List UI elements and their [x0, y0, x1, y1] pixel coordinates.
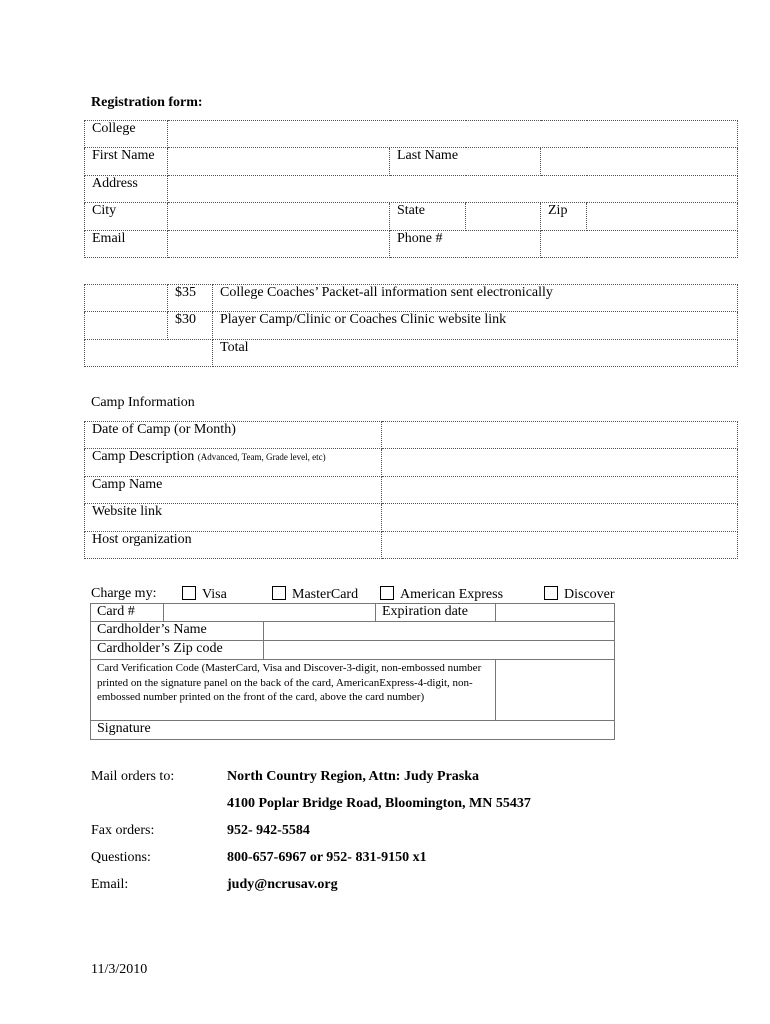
address-label: Address [85, 176, 168, 203]
expiration-field[interactable] [496, 604, 615, 622]
first-name-field[interactable] [168, 148, 390, 176]
email-contact-label: Email: [91, 877, 129, 892]
college-field[interactable] [168, 121, 738, 148]
last-name-field[interactable] [541, 148, 738, 176]
email-label: Email [85, 231, 168, 258]
email-contact-value: judy@ncrusav.org [227, 877, 338, 892]
email-field[interactable] [168, 231, 390, 258]
visa-option[interactable] [182, 586, 227, 603]
mastercard-label: MasterCard [292, 587, 359, 602]
visa-label: Visa [202, 587, 227, 602]
total-field[interactable] [85, 340, 213, 367]
footer-date: 11/3/2010 [91, 962, 148, 977]
packet-quantity-field[interactable] [85, 285, 168, 312]
visa-checkbox[interactable] [182, 586, 196, 600]
cardholder-zip-label: Cardholder’s Zip code [91, 641, 264, 660]
zip-label: Zip [541, 203, 587, 231]
host-organization-field[interactable] [382, 532, 738, 559]
packet-description: College Coaches’ Packet-all information sent electronically [213, 285, 738, 312]
phone-label: Phone # [390, 231, 541, 258]
expiration-label: Expiration date [376, 604, 496, 622]
price-30: $30 [168, 312, 213, 340]
zip-field[interactable] [587, 203, 738, 231]
camp-description-text: Camp Description [92, 449, 195, 464]
mastercard-checkbox[interactable] [272, 586, 286, 600]
camp-description-note: (Advanced, Team, Grade level, etc) [197, 452, 326, 462]
camp-date-label: Date of Camp (or Month) [85, 422, 382, 449]
cardholder-name-label: Cardholder’s Name [91, 622, 264, 641]
cardholder-name-field[interactable] [264, 622, 615, 641]
address-field[interactable] [168, 176, 738, 203]
mastercard-option[interactable] [272, 586, 358, 603]
mail-address-line1: North Country Region, Attn: Judy Praska [227, 769, 480, 784]
camp-description-label [85, 449, 382, 477]
camp-description-field[interactable] [382, 449, 738, 477]
charge-my-label: Charge my: [91, 586, 157, 601]
first-name-label: First Name [85, 148, 168, 176]
cardholder-zip-field[interactable] [264, 641, 615, 660]
card-number-label: Card # [91, 604, 164, 622]
last-name-label: Last Name [390, 148, 541, 176]
price-35: $35 [168, 285, 213, 312]
phone-field[interactable] [541, 231, 738, 258]
mail-orders-label: Mail orders to: [91, 769, 175, 784]
college-label: College [85, 121, 168, 148]
cvv-field[interactable] [496, 660, 615, 721]
city-label: City [85, 203, 168, 231]
state-label: State [390, 203, 466, 231]
city-field[interactable] [168, 203, 390, 231]
signature-field[interactable] [91, 721, 615, 740]
pricing-table [84, 284, 738, 367]
amex-checkbox[interactable] [380, 586, 394, 600]
website-link-field[interactable] [382, 504, 738, 532]
fax-orders-label: Fax orders: [91, 823, 155, 838]
camp-date-field[interactable] [382, 422, 738, 449]
discover-checkbox[interactable] [544, 586, 558, 600]
website-link-label: Website link [85, 504, 382, 532]
contact-table [84, 120, 738, 258]
host-organization-label: Host organization [85, 532, 382, 559]
amex-label: American Express [400, 587, 504, 602]
amex-option[interactable] [380, 586, 503, 603]
camp-name-label: Camp Name [85, 477, 382, 504]
fax-number: 952- 942-5584 [227, 823, 310, 838]
camp-link-description: Player Camp/Clinic or Coaches Clinic website link [213, 312, 738, 340]
signature-label: Signature [97, 721, 151, 736]
discover-option[interactable] [544, 586, 615, 603]
questions-phone: 800-657-6967 or 952- 831-9150 x1 [227, 850, 427, 865]
card-details-table [90, 603, 615, 740]
mail-address-line2: 4100 Poplar Bridge Road, Bloomington, MN 55437 [227, 796, 531, 811]
discover-label: Discover [564, 587, 615, 602]
camp-info-table [84, 421, 738, 559]
camp-name-field[interactable] [382, 477, 738, 504]
camp-info-heading: Camp Information [91, 395, 195, 410]
camp-quantity-field[interactable] [85, 312, 168, 340]
total-label: Total [213, 340, 738, 367]
cvv-label: Card Verification Code (MasterCard, Visa and Discover-3-digit, non-embossed number printed on the signature panel on the back of the card, AmericanExpress-4-digit, non-embossed number printed on the front of the card, above the card number) [91, 660, 496, 721]
card-number-field[interactable] [164, 604, 376, 622]
state-field[interactable] [466, 203, 541, 231]
questions-label: Questions: [91, 850, 151, 865]
form-title: Registration form: [91, 95, 203, 110]
